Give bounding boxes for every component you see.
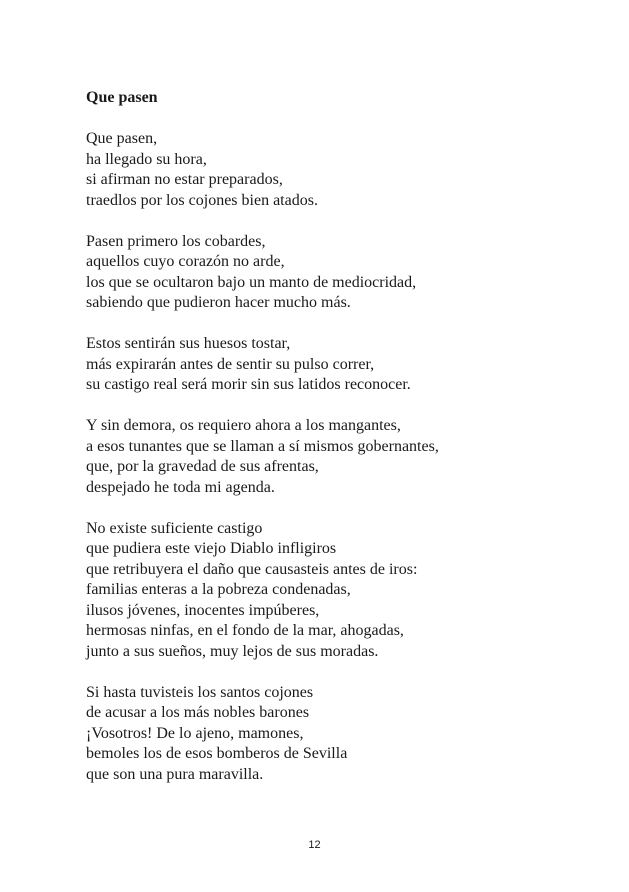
poem-line: No existe suficiente castigo (86, 519, 263, 537)
poem-stanza (86, 129, 606, 211)
poem-line: a esos tunantes que se llaman a sí mismos gobernantes, (86, 437, 439, 455)
poem-line: de acusar a los más nobles barones (86, 704, 310, 721)
poem-stanza (86, 683, 606, 786)
poem-line: Y sin demora, os requiero ahora a los mangantes, (86, 417, 401, 434)
poem-line: si afirman no estar preparados, (86, 171, 283, 188)
poem-line: sabiendo que pudieron hacer mucho más. (86, 294, 351, 311)
poem-line: que pudiera este viejo Diablo infligiros (86, 540, 337, 557)
poem-line: Estos sentirán sus huesos tostar, (86, 335, 291, 352)
poem-line: ha llegado su hora, (86, 150, 207, 168)
poem-line: más expirarán antes de sentir su pulso correr, (86, 355, 375, 373)
poem-stanza (86, 334, 606, 396)
poem-line: Que pasen, (86, 130, 158, 147)
poem-line: que son una pura maravilla. (86, 765, 264, 783)
poem-line: Si hasta tuvisteis los santos cojones (86, 683, 314, 701)
poem-stanza (86, 519, 606, 663)
poem-line: hermosas ninfas, en el fondo de la mar, ahogadas, (86, 622, 404, 639)
poem-line: aquellos cuyo corazón no arde, (86, 253, 285, 270)
poem-title: Que pasen (86, 89, 158, 106)
poem-line: ilusos jóvenes, inocentes impúberes, (86, 601, 320, 619)
poem-line: los que se ocultaron bajo un manto de mediocridad, (86, 273, 417, 291)
poem-line: despejado he toda mi agenda. (86, 478, 275, 496)
poem-line: su castigo real será morir sin sus latidos reconocer. (86, 376, 411, 393)
poem-line: ¡Vosotros! De lo ajeno, mamones, (86, 724, 304, 742)
page-number: 12 (308, 839, 321, 851)
poem-line: Pasen primero los cobardes, (86, 232, 266, 250)
poem-line: que, por la gravedad de sus afrentas, (86, 458, 319, 475)
poem-line: familias enteras a la pobreza condenadas, (86, 581, 351, 598)
poem-line: que retribuyera el daño que causasteis antes de iros: (86, 560, 418, 578)
poem-stanza (86, 232, 606, 314)
poem-stanza (86, 416, 606, 498)
poem-line: traedlos por los cojones bien atados. (86, 191, 318, 209)
poem-line: junto a sus sueños, muy lejos de sus moradas. (86, 642, 379, 660)
poem-line: bemoles los de esos bomberos de Sevilla (86, 745, 348, 762)
poem-body (86, 129, 606, 806)
